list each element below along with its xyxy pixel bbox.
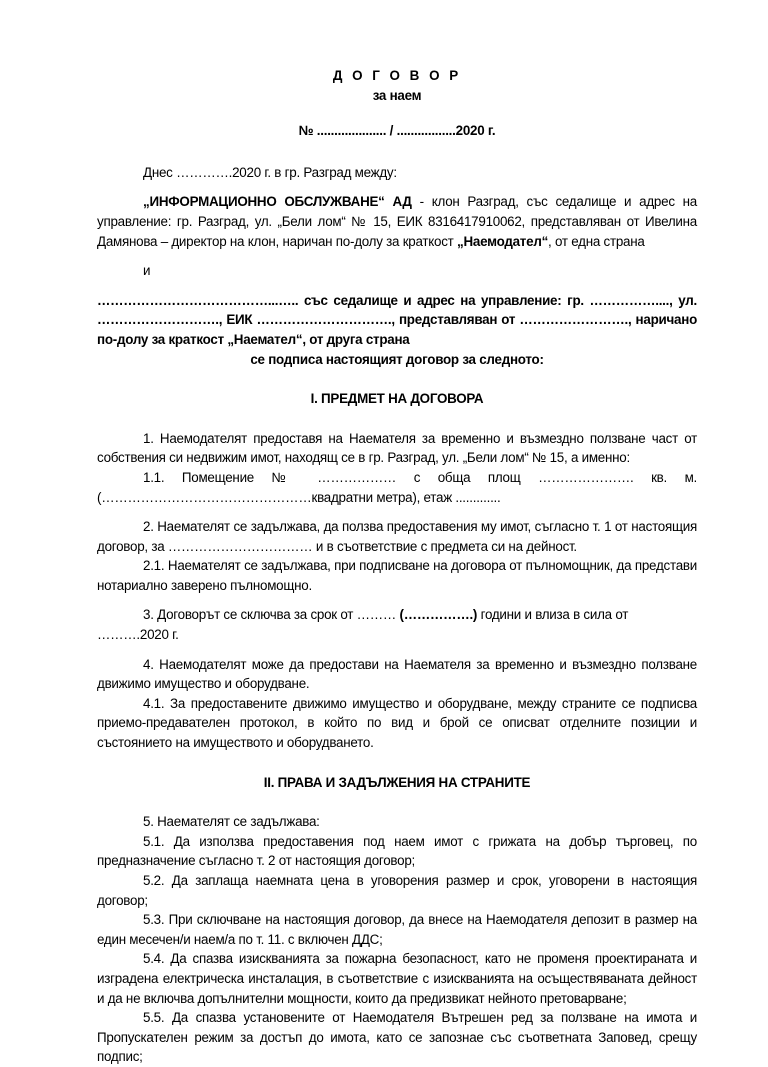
clause-2-1: 2.1. Наемателят се задължава, при подписване на договора от пълномощник, да представи нотариално заверено пълномощно.	[97, 558, 697, 593]
party1-paragraph	[97, 192, 697, 251]
clause-5: 5. Наемателят се задължава:	[143, 814, 320, 830]
clause-5-4: 5.4. Да спазва изискванията за пожарна безопасност, като не променя проектираната и изградена електрическа инсталация, в съответствие с изискванията на осъществяваната дейност и да не включва допълнителни мощности, които да предизвикат нейното претоварване;	[97, 951, 697, 1006]
signed-line: се подписа настоящият договор за следното:	[250, 351, 544, 367]
document-body	[97, 66, 697, 1067]
document-subtitle: за наем	[372, 87, 422, 103]
clause-4: 4. Наемодателят може да предостави на Наемателя за временно и възмездно ползване движимо имущество и оборудване.	[97, 656, 697, 692]
and-line: и	[143, 263, 151, 279]
clause-3-c: години и влиза в сила от ……….2020 г.	[97, 607, 629, 643]
date-line: Днес ………….2020 г. в гр. Разград между:	[143, 164, 397, 180]
clause-3-b: (…………….)	[399, 607, 478, 623]
clause-3	[97, 605, 697, 644]
party1-short: „Наемодател“	[457, 233, 549, 249]
party1-text: - клон Разград, със седалище и адрес на управление: гр. Разград, ул. „Бели лом“ № 15, ЕИК 8316417910062, представляван от Ивелина Дамянова – директор на клон, наричан по-долу за краткост	[97, 194, 698, 249]
party2-paragraph: …………………………………...….. със седалище и адрес на управление: гр. ……………...., ул. ………………………., ЕИК …………………………., представляван от ……………………., наричано по-долу за краткост „Наемател“, от друга страна	[97, 292, 697, 347]
party1-tail: , от една страна	[548, 233, 645, 249]
section1-heading: I. ПРЕДМЕТ НА ДОГОВОРА	[310, 391, 484, 407]
clause-3-a: 3. Договорът се сключва за срок от ………	[143, 607, 400, 623]
section2-heading: II. ПРАВА И ЗАДЪЛЖЕНИЯ НА СТРАНИТЕ	[263, 774, 531, 790]
clause-5-5: 5.5. Да спазва установените от Наемодателя Вътрешен ред за ползване на имота и Пропускателен режим за достъп до имота, като се запознае със съответната Заповед, срещу подпис;	[97, 1010, 697, 1065]
clause-4-1: 4.1. За предоставените движимо имущество и оборудване, между страните се подписва приемо-предавателен протокол, в който по вид и брой се описват отделните позиции и състоянието на имуществото и оборудването.	[97, 695, 697, 751]
clause-1-1: 1.1. Помещение № ……………… с обща площ …………………. кв. м. (…………………………………………квадратни метра), етаж .............	[97, 469, 697, 505]
clause-5-1: 5.1. Да използва предоставения под наем имот с грижата на добър търговец, по предназначение съгласно т. 2 от настоящия договор;	[97, 833, 697, 869]
party1-name: „ИНФОРМАЦИОННО ОБСЛУЖВАНЕ“ АД	[143, 194, 412, 210]
clause-5-3: 5.3. При сключване на настоящия договор, да внесе на Наемодателя депозит в размер на един месечен/и наем/а по т. 11. с включен ДДС;	[97, 912, 697, 947]
contract-number: № .................... / .................2020 г.	[298, 123, 496, 139]
clause-1: 1. Наемодателят предоставя на Наемателя за временно и възмездно ползване част от собствения си недвижим имот, находящ се в гр. Разград, ул. „Бели лом“ № 15, а именно:	[97, 430, 697, 466]
clause-5-2: 5.2. Да заплаща наемната цена в уговорения размер и срок, уговорени в настоящия договор;	[97, 873, 697, 908]
document-title: Д О Г О В О Р	[332, 68, 462, 83]
clause-2: 2. Наемателят се задължава, да ползва предоставения му имот, съгласно т. 1 от настоящия договор, за …………………………… и в съответствие с предмета си на дейност.	[97, 519, 697, 554]
